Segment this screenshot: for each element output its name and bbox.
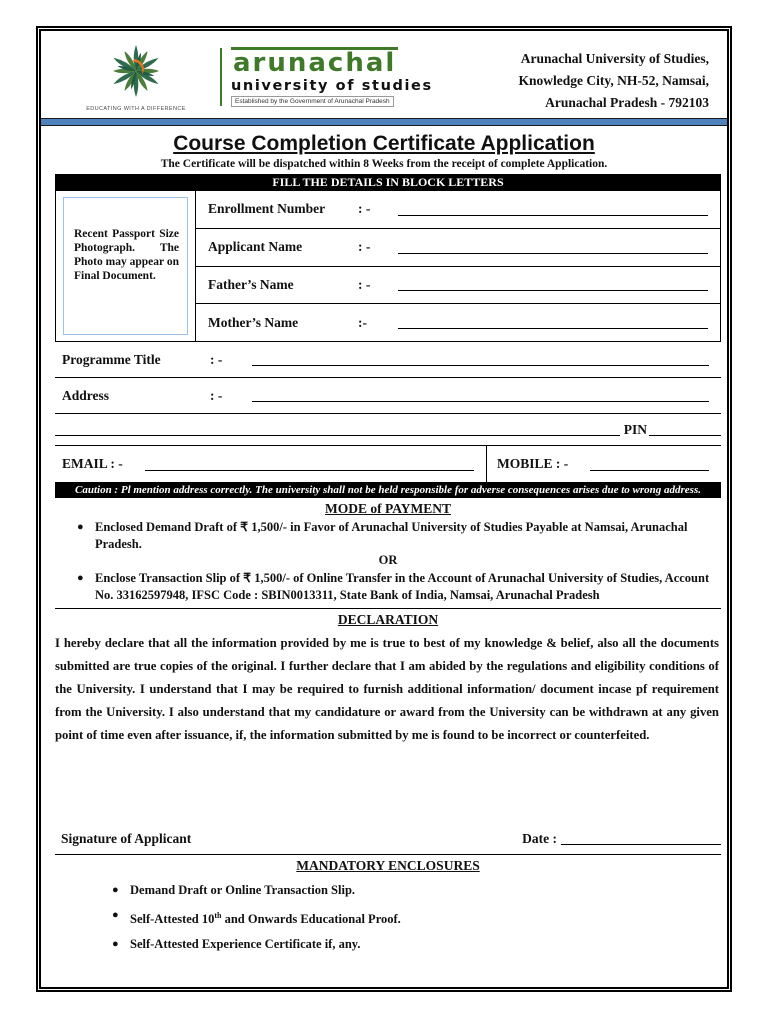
mothers-name-colon: :-: [358, 314, 367, 330]
mothers-name-label: Mother’s Name: [208, 314, 299, 330]
logo-divider: [220, 48, 222, 106]
declaration-heading: DECLARATION: [337, 612, 439, 627]
signature-label: Signature of Applicant: [61, 831, 192, 846]
university-address: [519, 42, 718, 114]
document-border-box: [36, 26, 732, 992]
date-write-line: [561, 844, 721, 845]
header: [41, 31, 727, 118]
applicant-name-label: Applicant Name: [208, 239, 303, 255]
section-divider-line: [55, 854, 721, 855]
photo-cell: [56, 191, 196, 341]
enclosure-item-1-text: Demand Draft or Online Transaction Slip.: [130, 883, 356, 897]
payment-or-separator: OR: [378, 553, 398, 567]
date-label: Date :: [522, 831, 557, 846]
applicant-name-colon: : -: [358, 239, 371, 255]
programme-title-colon: : -: [210, 351, 223, 367]
bullet-icon: ●: [112, 884, 119, 896]
address-continuation-write-line: [55, 435, 620, 436]
bullet-icon: ●: [77, 572, 84, 584]
programme-title-write-line: [252, 365, 709, 366]
pin-write-line: [649, 435, 721, 436]
leaf-starburst-icon: [108, 42, 164, 105]
university-logo: [61, 42, 433, 112]
programme-title-row: [55, 342, 721, 378]
enclosures-heading: MANDATORY ENCLOSURES: [296, 858, 480, 873]
enrollment-number-row: [196, 191, 720, 229]
mobile-label: MOBILE : -: [497, 456, 569, 471]
enclosure-item-2-text: Self-Attested 10th and Onwards Educational Proof.: [130, 911, 401, 927]
address-label: Address: [62, 387, 110, 403]
enrollment-number-colon: : -: [358, 201, 371, 217]
email-label: EMAIL : -: [62, 456, 123, 471]
payment-option-1: [55, 519, 721, 552]
email-write-line: [145, 470, 474, 471]
payment-option-2-text: Enclose Transaction Slip of ₹ 1,500/- of Online Transfer in the Account of Arunachal University of Studies, Account No. 33162597948, IFSC Code : SBIN0013311, State Bank of India, Namsai, Arunachal Pradesh: [95, 571, 710, 602]
fathers-name-label: Father’s Name: [208, 276, 294, 292]
enclosure-item-3: [55, 936, 721, 953]
signature-row: [55, 831, 721, 847]
applicant-name-write-line: [398, 253, 708, 254]
email-cell: [55, 446, 486, 482]
logo-emblem-wrap: [61, 42, 211, 112]
title-block: [41, 132, 727, 170]
block-letters-bar: FILL THE DETAILS IN BLOCK LETTERS: [55, 174, 721, 191]
payment-option-1-text: Enclosed Demand Draft of ₹ 1,500/- in Favor of Arunachal University of Studies Payable at Namsai, Arunachal Pradesh.: [95, 520, 688, 551]
bullet-icon: ●: [77, 521, 84, 533]
blue-divider-band: [41, 118, 727, 126]
mothers-name-row: [196, 304, 720, 341]
address-write-line: [252, 401, 709, 402]
declaration-text: I hereby declare that all the information provided by me is true to best of my knowledge & belief, also all the documents submitted are true copies of the original. I further declare that I am abided by the regulations and eligibility conditions of the University. I understand that I may be required to furnish additional information/ document incase pf requirement from the University. I also understand that my candidature or award from the University can be withdrawn at any given point of time even after issuance, if, the information submitted by me is found to be incorrect or counterfeited.: [55, 636, 719, 742]
enrollment-number-write-line: [398, 215, 708, 216]
page-subtitle: The Certificate will be dispatched within 8 Weeks from the receipt of complete Application.: [160, 158, 608, 170]
fathers-name-row: [196, 267, 720, 305]
pin-label: PIN: [623, 421, 647, 437]
address-colon: : -: [210, 387, 223, 403]
enclosure-item-1: [55, 882, 721, 899]
address-line-3: Arunachal Pradesh - 792103: [545, 95, 709, 110]
bullet-icon: ●: [112, 938, 119, 951]
programme-title-label: Programme Title: [62, 351, 161, 367]
bullet-icon: ●: [112, 909, 119, 921]
payment-heading: MODE of PAYMENT: [325, 501, 451, 516]
email-mobile-row: [55, 446, 721, 482]
address-pin-row: [55, 414, 721, 446]
address-line-1: Arunachal University of Studies,: [520, 51, 709, 66]
fathers-name-colon: : -: [358, 276, 371, 292]
page-title: Course Completion Certificate Application: [173, 132, 595, 155]
enclosure-item-2: [55, 907, 721, 928]
payment-option-2: [55, 570, 721, 603]
applicant-name-row: [196, 229, 720, 267]
mothers-name-write-line: [398, 328, 708, 329]
mobile-write-line: [590, 470, 709, 471]
address-line-2: Knowledge City, NH-52, Namsai,: [518, 73, 709, 88]
fathers-name-write-line: [398, 290, 708, 291]
passport-photo-box: Recent Passport Size Photograph. The Photo may appear on Final Document.: [63, 197, 188, 335]
identity-field-rows: [196, 191, 720, 341]
logo-wordmark: [231, 47, 433, 107]
mobile-cell: [486, 446, 721, 482]
details-table: [55, 191, 721, 342]
logo-name-main: arunachal: [233, 47, 397, 78]
enrollment-number-label: Enrollment Number: [208, 201, 326, 217]
section-divider-line: [55, 608, 721, 609]
enclosure-item-3-text: Self-Attested Experience Certificate if, any.: [130, 937, 361, 952]
form-content: [41, 174, 727, 953]
date-field: [522, 831, 721, 847]
logo-name-sub: university of studies: [231, 78, 433, 95]
ordinal-superscript: th: [214, 911, 222, 920]
logo-established-text: Established by the Government of Arunachal Pradesh: [231, 96, 394, 107]
logo-tagline: EDUCATING WITH A DIFFERENCE: [86, 106, 186, 112]
address-row: [55, 378, 721, 414]
caution-bar: Caution : Pl mention address correctly. The university shall not be held responsible for adverse consequences arises due to wrong address.: [55, 482, 721, 498]
